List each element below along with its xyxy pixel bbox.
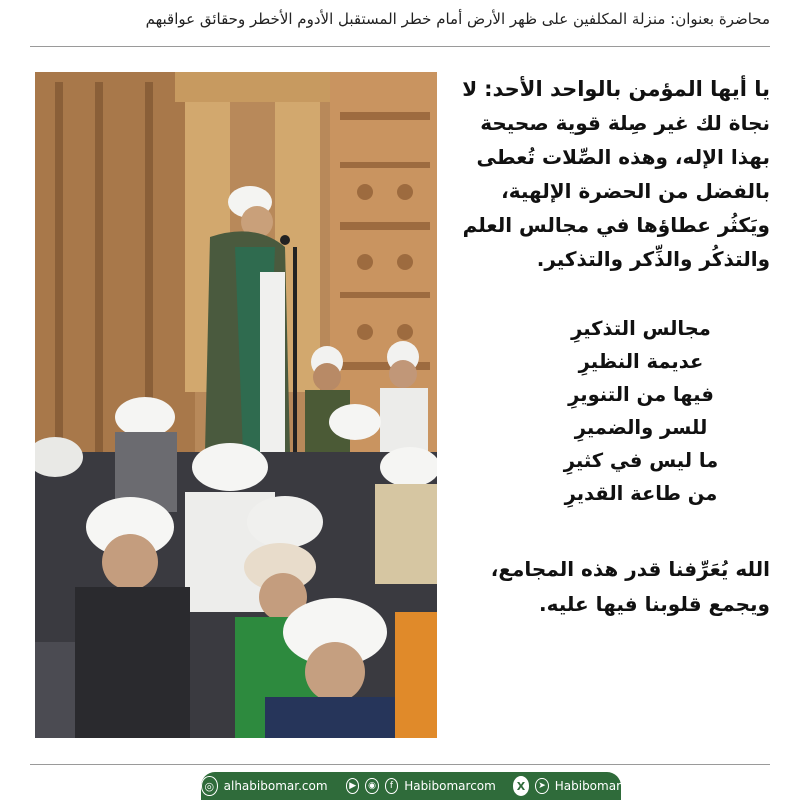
paragraph-lead: يا أيها المؤمن بالواحد الأحد: xyxy=(484,77,770,101)
instagram-icon[interactable]: ◉ xyxy=(365,778,378,794)
x-icon[interactable]: X xyxy=(513,776,530,796)
website-link[interactable]: alhabibomar.com xyxy=(223,779,328,793)
social-footer xyxy=(201,772,621,800)
paragraph-body: لا نجاة لك غير صِلة قوية صحيحة بهذا الإله، وهذه الصِّلات تُعطى بالفضل من الحضرة الإلهية، ويَكثُر عطاؤها في مجالس العلم والتذكُر والذِّكر والتذكير. xyxy=(462,77,770,271)
header-divider xyxy=(30,46,770,47)
globe-icon[interactable]: ◎ xyxy=(201,776,218,796)
lecture-photo xyxy=(35,72,437,738)
social-handle-secondary[interactable]: Habibomar xyxy=(554,779,621,793)
poem-line: عديمة النظيرِ xyxy=(578,350,704,373)
lecture-title: محاضرة بعنوان: منزلة المكلفين على ظهر الأرض أمام خطر المستقبل الأدوم الأخطر وحقائق عواقبهم xyxy=(145,10,770,28)
telegram-icon[interactable]: ➤ xyxy=(535,778,548,794)
main-content xyxy=(452,72,770,752)
facebook-icon[interactable]: f xyxy=(385,778,398,794)
closing-prayer: الله يُعَرِّفنا قدر هذه المجامع، ويجمع قلوبنا فيها عليه. xyxy=(490,557,770,616)
footer-divider xyxy=(30,764,770,765)
poem xyxy=(452,312,770,510)
poem-line: ما ليس في كثيرِ xyxy=(563,449,719,472)
intro-paragraph xyxy=(452,72,770,276)
lecture-photo-illustration xyxy=(35,72,437,738)
poem-line: فيها من التنويرِ xyxy=(568,383,714,406)
poem-line: من طاعة القديرِ xyxy=(564,482,718,505)
poem-line: للسر والضميرِ xyxy=(574,416,708,439)
youtube-icon[interactable]: ▶ xyxy=(346,778,359,794)
poem-line: مجالس التذكيرِ xyxy=(571,317,711,340)
page-header xyxy=(0,0,800,42)
social-handle-primary[interactable]: Habibomarcom xyxy=(404,779,496,793)
